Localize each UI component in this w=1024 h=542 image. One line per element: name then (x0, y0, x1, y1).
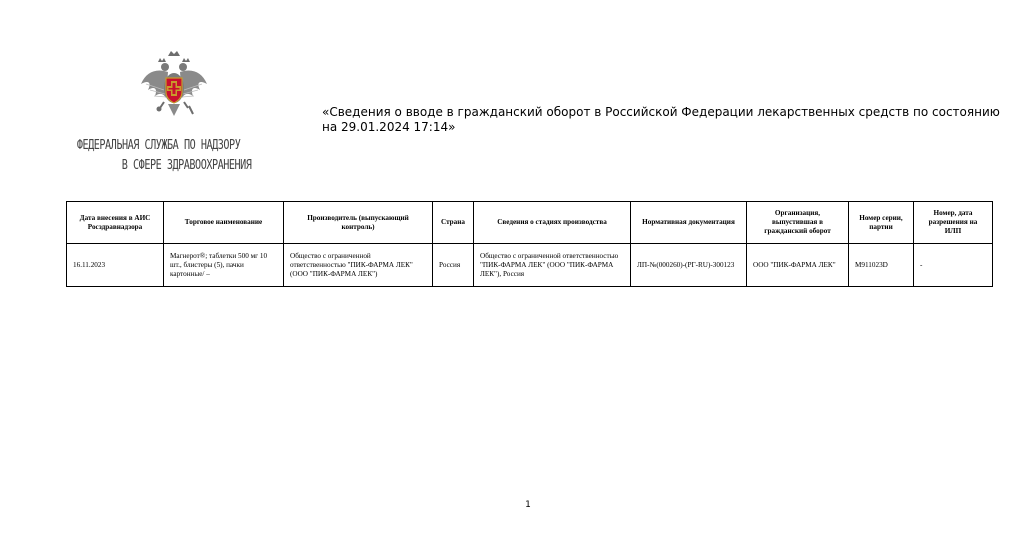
medicines-table (66, 201, 993, 287)
cell-trade-name: Магнерот®; таблетки 500 мг 10 шт., блистеры (5), пачки картонные/ – (164, 244, 284, 287)
cell-country: Россия (433, 244, 474, 287)
cell-manufacturer: Общество с ограниченной ответственностью "ПИК-ФАРМА ЛЕК" (ООО "ПИК-ФАРМА ЛЕК") (284, 244, 433, 287)
org-name-line-2: В СФЕРЕ ЗДРАВООХРАНЕНИЯ (121, 158, 252, 173)
column-header: Дата внесения в АИС Росздравнадзора (67, 202, 164, 244)
column-header: Страна (433, 202, 474, 244)
cell-permit: - (914, 244, 993, 287)
cell-entry-date: 16.11.2023 (67, 244, 164, 287)
column-header: Торговое наименование (164, 202, 284, 244)
column-header: Производитель (выпускающий контроль) (284, 202, 433, 244)
cell-production-stages: Общество с ограниченной ответственностью "ПИК-ФАРМА ЛЕК" (ООО "ПИК-ФАРМА ЛЕК"), Россия (474, 244, 631, 287)
page-number: 1 (525, 500, 531, 510)
column-header: Номер серии, партии (849, 202, 914, 244)
column-header: Номер, дата разрешения на ИЛП (914, 202, 993, 244)
column-header: Организация, выпустившая в гражданский оборот (747, 202, 849, 244)
table-header-row (67, 202, 993, 244)
double-headed-eagle-emblem-icon (138, 50, 210, 120)
cell-regulatory-docs: ЛП-№(000260)-(РГ-RU)-300123 (631, 244, 747, 287)
roszdravnadzor-logo (60, 48, 300, 178)
cell-batch-number: M911023D (849, 244, 914, 287)
column-header: Сведения о стадиях производства (474, 202, 631, 244)
org-name-line-1: ФЕДЕРАЛЬНАЯ СЛУЖБА ПО НАДЗОРУ (76, 138, 241, 153)
column-header: Нормативная документация (631, 202, 747, 244)
cell-releasing-organization: ООО "ПИК-ФАРМА ЛЕК" (747, 244, 849, 287)
document-title: «Сведения о вводе в гражданский оборот в Российской Федерации лекарственных средств по состоянию на 29.01.2024 17:14» (322, 105, 1000, 134)
table-row (67, 244, 993, 287)
